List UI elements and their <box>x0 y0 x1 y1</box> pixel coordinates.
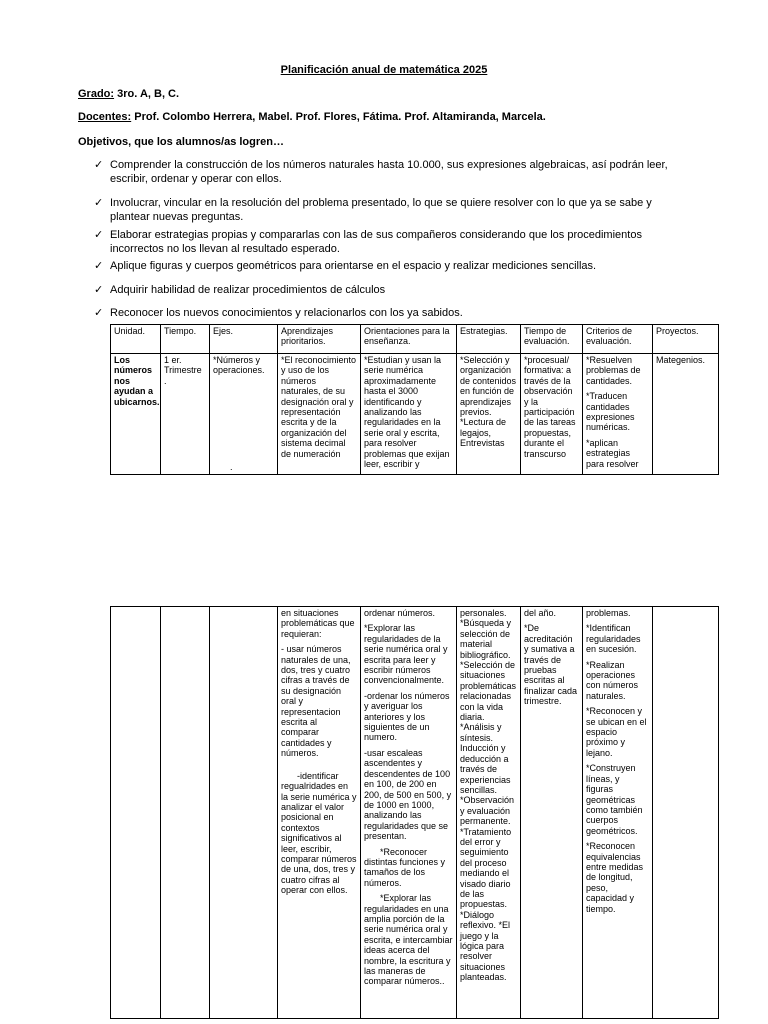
cell-aprendizajes <box>278 607 361 1019</box>
document-title: Planificación anual de matemática 2025 <box>280 64 488 76</box>
cell-orientaciones <box>361 354 457 475</box>
criterios-text <box>586 355 649 469</box>
aprendizaje-item: en situaciones problemáticas que requieran: <box>281 608 355 639</box>
criterio-item: *Reconocen equivalencias entre medidas de longitud, peso, capacidad y tiempo. <box>586 841 644 914</box>
cell-ejes <box>210 354 278 475</box>
header-aprendizajes: Aprendizajes prioritarios. <box>278 325 361 354</box>
cell-tiempo-evaluacion <box>521 354 583 475</box>
orientacion-item: *Explorar las regularidades en una amplia porción de la serie numérica oral y escrita, e intercambiar ideas acerca del nombre, la escritura y las maneras de comparar números.. <box>364 893 453 987</box>
check-icon: ✓ <box>94 229 104 241</box>
cell-aprendizajes <box>278 354 361 475</box>
cell-estrategias <box>457 354 521 475</box>
aprendizajes-text: *El reconocimiento y uso de los números naturales, de su designación oral y representación escrita y de la organización del sistema decimal de numeración <box>281 355 357 459</box>
objective-text: Reconocer los nuevos conocimientos y relacionarlos con los ya sabidos. <box>110 307 463 319</box>
header-unidad: Unidad. <box>111 325 161 354</box>
ejes-text: *Números y operaciones. <box>213 355 265 376</box>
criterio-item: *Reconocen y se ubican en el espacio próximo y lejano. <box>586 706 647 758</box>
criterio-item: *aplican estrategias para resolver <box>586 437 639 469</box>
teachers-label: Docentes: <box>78 111 132 123</box>
cell-proyectos: Mategenios. <box>653 354 719 475</box>
table-row <box>111 607 719 1019</box>
header-proyectos: Proyectos. <box>653 325 719 354</box>
teachers-line <box>78 111 546 123</box>
orientacion-item: *Explorar las regularidades de la serie numérica oral y escrita para leer y escribir números convencionalmente. <box>364 623 448 686</box>
aprendizaje-item: -identificar regualridades en la serie numérica y analizar el valor posicional en contextos significativos al leer, escribir, comparar números de una, dos, tres y cuatro cifras al operar con ellos. <box>281 770 357 896</box>
orientacion-item: -ordenar los números y averiguar los anteriores y los siguientes de un numero. <box>364 690 450 743</box>
cell-unidad: Los números nos ayudan a ubicarnos. <box>111 354 161 475</box>
grade-label: Grado: <box>78 88 115 100</box>
cell-proyectos <box>653 607 719 1019</box>
cell-tiempo <box>161 607 210 1019</box>
table-row <box>111 354 719 475</box>
objective-text: Adquirir habilidad de realizar procedimientos de cálculos <box>110 284 386 296</box>
criterio-item: *Construyen líneas, y figuras geométricas como también cuerpos geométricos. <box>586 763 643 836</box>
grade-line <box>78 88 179 100</box>
objective-text: Elaborar estrategias propias y compararlas con las de sus compañeros considerando que los procedimientos incorrectos no los llevan al resultado esperado. <box>110 229 642 255</box>
check-icon: ✓ <box>94 159 104 171</box>
objective-text: Aplique figuras y cuerpos geométricos para orientarse en el espacio y realizar mediciones sencillas. <box>110 260 597 272</box>
header-ejes: Ejes. <box>210 325 278 354</box>
planning-table <box>110 324 719 475</box>
orientacion-item: -usar escaleas ascendentes y descendentes de 100 en 100, de 200 en 200, de 500 en 500, y de 1000 en 1000, analizando las regularidades que se presentan. <box>364 747 452 842</box>
criterio-item: *Resuelven problemas de cantidades. <box>586 355 641 386</box>
cell-criterios <box>583 607 653 1019</box>
cell-ejes <box>210 607 278 1019</box>
cell-tiempo: 1 er. Trimestre . <box>161 354 210 475</box>
tiempo-evaluacion-item: del año. <box>524 608 557 618</box>
cell-estrategias <box>457 607 521 1019</box>
objectives-heading: Objetivos, que los alumnos/as logren… <box>78 136 284 148</box>
teachers-value: Prof. Colombo Herrera, Mabel. Prof. Flores, Fátima. Prof. Altamiranda, Marcela. <box>131 111 546 123</box>
aprendizaje-item: - usar números naturales de una, dos, tres y cuatro cifras a través de su designación oral y representacion escrita al comparar cantidades y números. <box>281 644 351 759</box>
tiempo-evaluacion-text: *procesual/ formativa: a través de la observación y la participación de las tareas propuestas, durante el transcurso <box>524 355 576 459</box>
estrategias-text: *Selección y organización de contenidos en función de aprendizajes previos. *Lectura de legajos, Entrevistas <box>460 355 517 449</box>
check-icon: ✓ <box>94 260 104 272</box>
header-orientaciones: Orientaciones para la enseñanza. <box>361 325 457 354</box>
table-header-row <box>111 325 719 354</box>
header-tiempo: Tiempo. <box>161 325 210 354</box>
criterio-item: *Traducen cantidades expresiones numéricas. <box>586 391 635 433</box>
ejes-dot: . <box>230 462 233 472</box>
header-criterios: Criterios de evaluación. <box>583 325 653 354</box>
criterio-item: problemas. <box>586 608 631 618</box>
criterio-item: *Identifican regularidades en sucesión. <box>586 623 641 655</box>
header-tiempo-evaluacion: Tiempo de evaluación. <box>521 325 583 354</box>
header-estrategias: Estrategias. <box>457 325 521 354</box>
check-icon: ✓ <box>94 307 104 319</box>
objective-text: Involucrar, vincular en la resolución del problema presentado, lo que se quiere resolver con lo que ya se sabe y plantear nuevas preguntas. <box>110 197 652 223</box>
orientacion-item: *Reconocer distintas funciones y tamaños de los números. <box>364 846 446 888</box>
cell-tiempo-evaluacion <box>521 607 583 1019</box>
objective-text: Comprender la construcción de los números naturales hasta 10.000, sus expresiones algebraicas, así podrán leer, escribir, ordenar y operar con ellos. <box>110 159 668 185</box>
grade-value: 3ro. A, B, C. <box>114 88 180 100</box>
cell-orientaciones <box>361 607 457 1019</box>
orientaciones-text: *Estudian y usan la serie numérica aproximadamente hasta el 3000 identificando y analizando las regularidades en la serie oral y escrita, para resolver problemas que exijan leer, escribir y <box>364 355 450 469</box>
check-icon: ✓ <box>94 284 104 296</box>
cell-unidad <box>111 607 161 1019</box>
cell-criterios <box>583 354 653 475</box>
orientacion-item: ordenar números. <box>364 608 436 618</box>
check-icon: ✓ <box>94 197 104 209</box>
tiempo-evaluacion-item: *De acreditación y sumativa a través de pruebas escritas al finalizar cada trimestre. <box>524 623 578 707</box>
estrategias-text: personales. *Búsqueda y selección de material bibliográfico. *Selección de situaciones problemáticas relacionadas con la vida diaria. *Análisis y síntesis. Inducción y deducción a través de experiencias sencillas. *Observación y evaluación permanente. *Tratamiento del error y seguimiento del proceso mediando el visado diario de las propuestas. *Diálogo reflexivo. *El juego y la lógica para resolver situaciones planteadas. <box>460 608 517 983</box>
criterio-item: *Realizan operaciones con números naturales. <box>586 659 639 701</box>
planning-table-continued <box>110 606 719 1019</box>
